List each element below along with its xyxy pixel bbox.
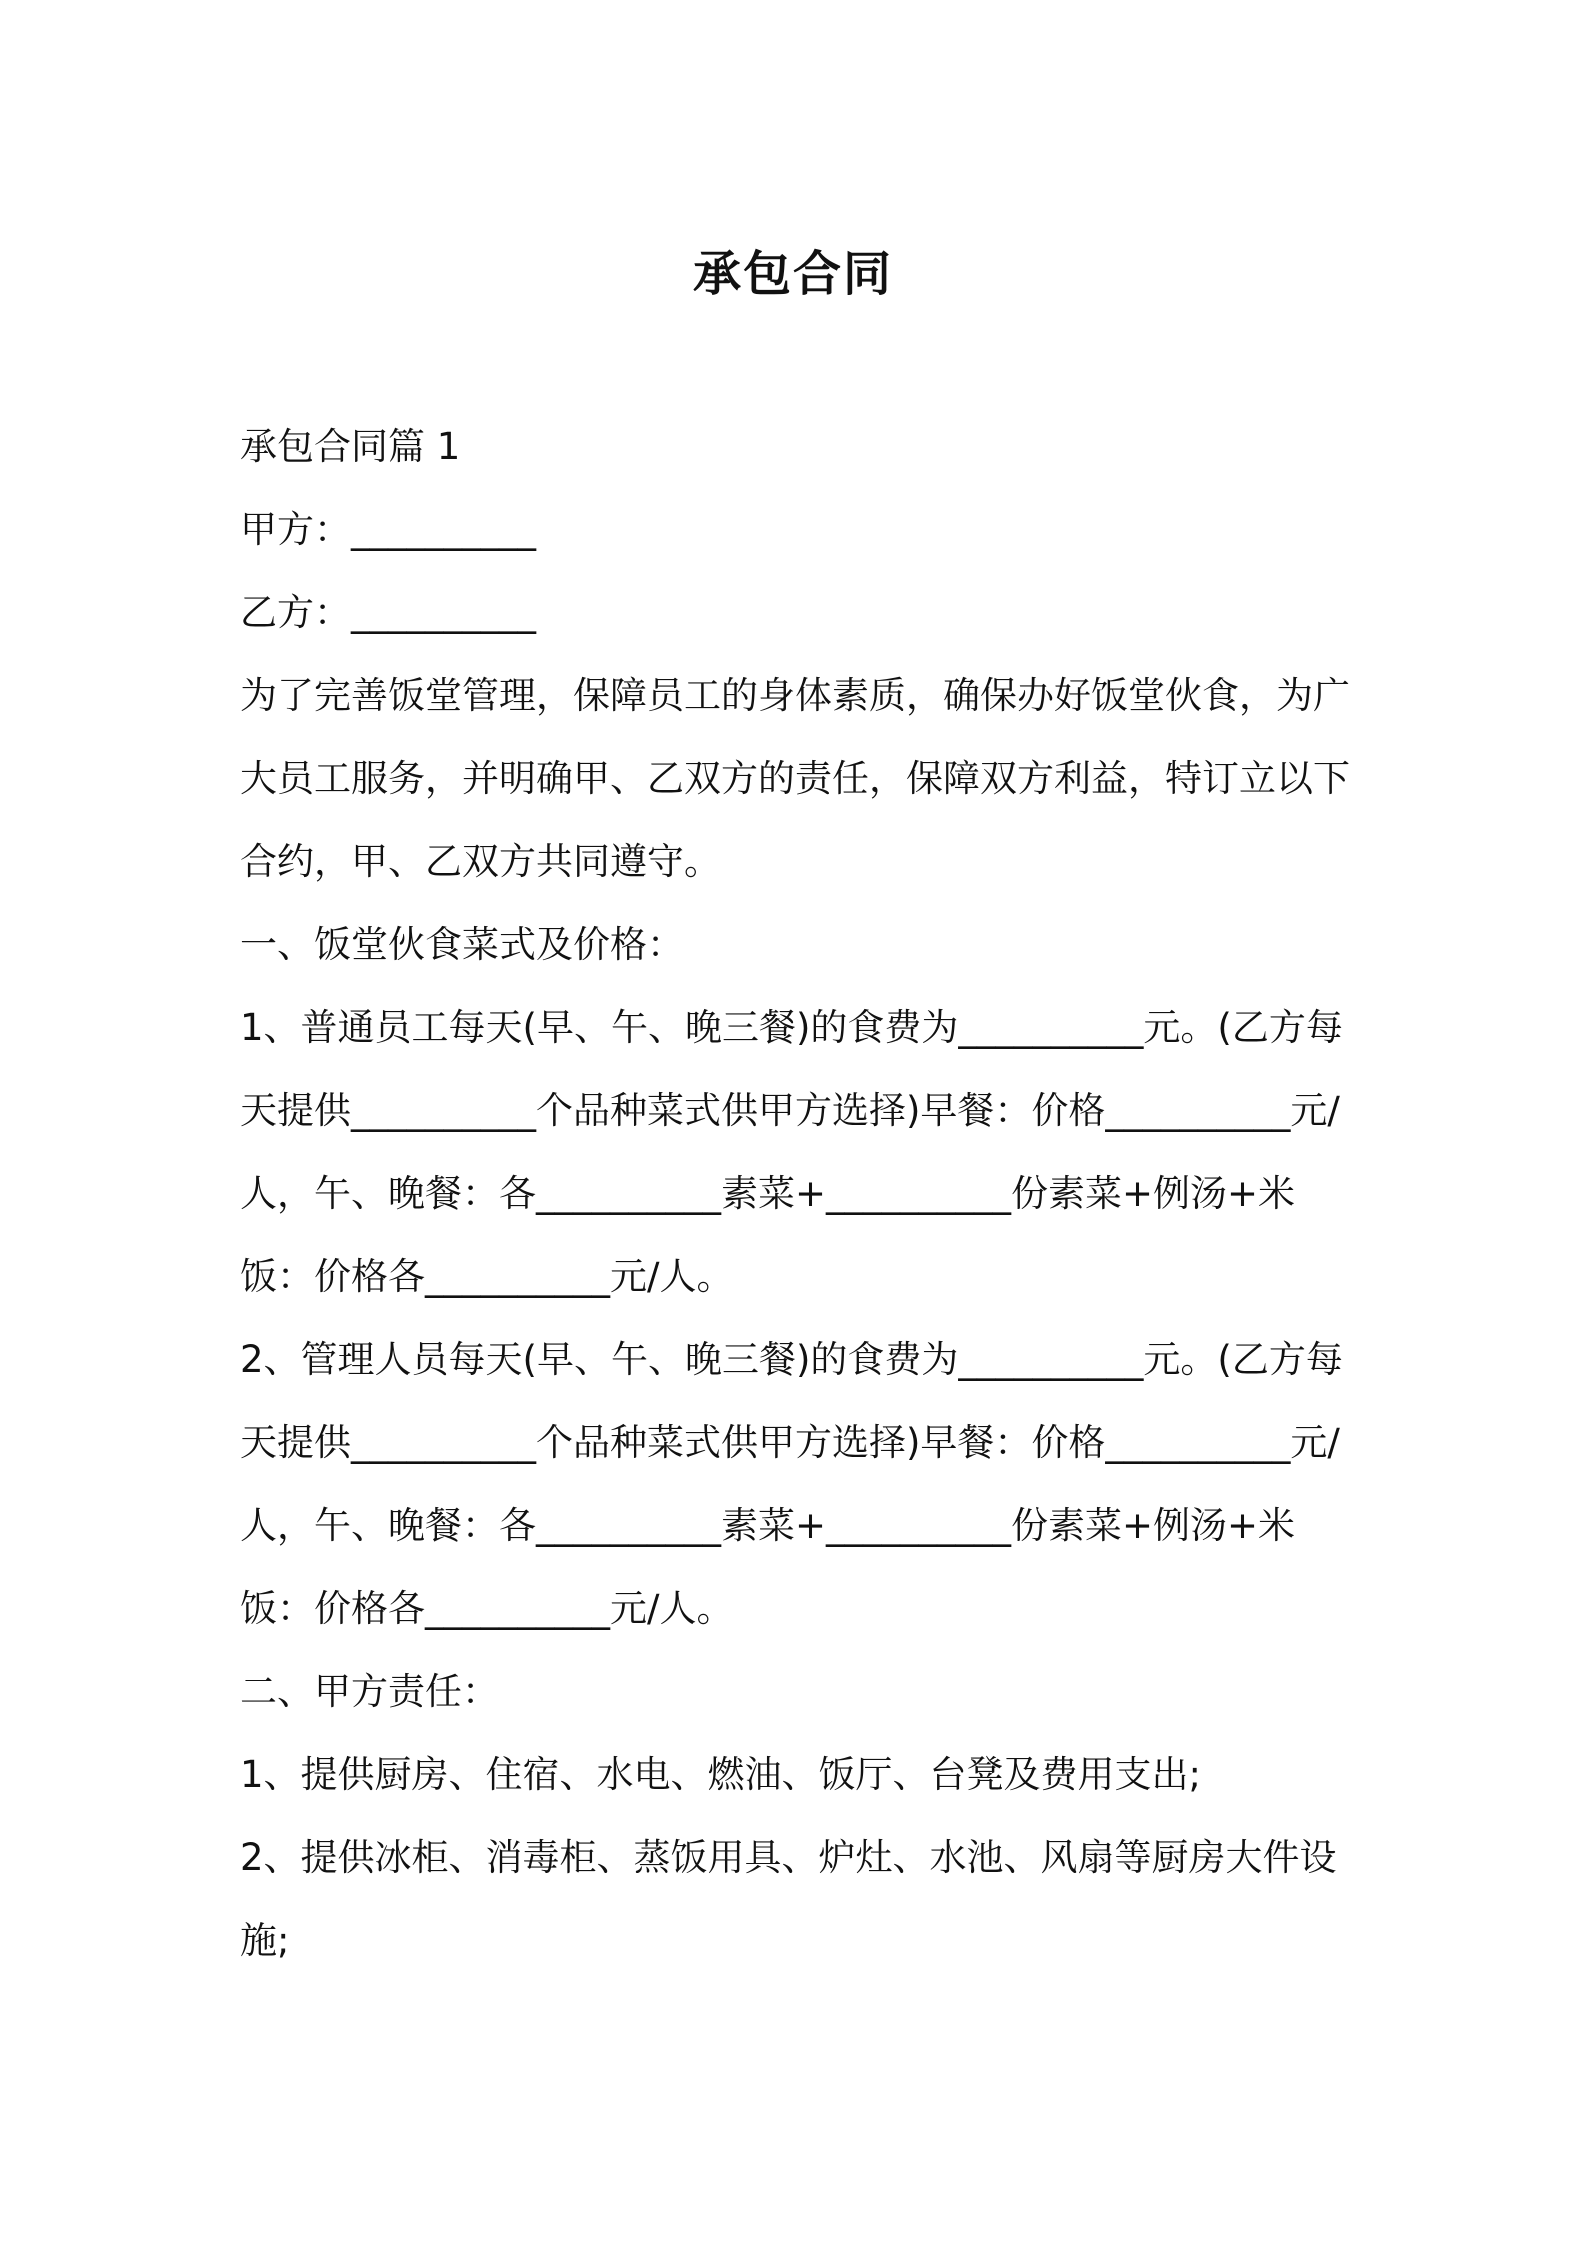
clause-2-item-2: 2、提供冰柜、消毒柜、蒸饭用具、炉灶、水池、风扇等厨房大件设施;: [240, 1836, 1337, 1962]
party-b-line: 乙方：__________: [240, 591, 536, 634]
clause-1-item-2: 2、管理人员每天(早、午、晚三餐)的食费为__________元。(乙方每天提供__________个品种菜式供甲方选择)早餐：价格__________元/人，午、晚餐：各__________素菜+__________份素菜+例汤+米饭：价格各__________元/人。: [240, 1338, 1343, 1630]
party-a-line: 甲方：__________: [240, 508, 536, 551]
document-title: 承包合同: [692, 246, 893, 303]
clause-heading-2: 二、甲方责任：: [240, 1670, 499, 1713]
clause-1-item-1: 1、普通员工每天(早、午、晚三餐)的食费为__________元。(乙方每天提供__________个品种菜式供甲方选择)早餐：价格__________元/人，午、晚餐：各__________素菜+__________份素菜+例汤+米饭：价格各__________元/人。: [240, 1006, 1343, 1298]
preamble-paragraph: 为了完善饭堂管理，保障员工的身体素质，确保办好饭堂伙食，为广大员工服务，并明确甲、乙双方的责任，保障双方利益，特订立以下合约，甲、乙双方共同遵守。: [240, 674, 1350, 883]
section-heading: 承包合同篇 1: [240, 425, 461, 468]
clause-heading-1: 一、饭堂伙食菜式及价格：: [240, 923, 684, 966]
clause-2-item-1: 1、提供厨房、住宿、水电、燃油、饭厅、台凳及费用支出;: [240, 1753, 1202, 1796]
document-body: [240, 405, 1355, 1982]
